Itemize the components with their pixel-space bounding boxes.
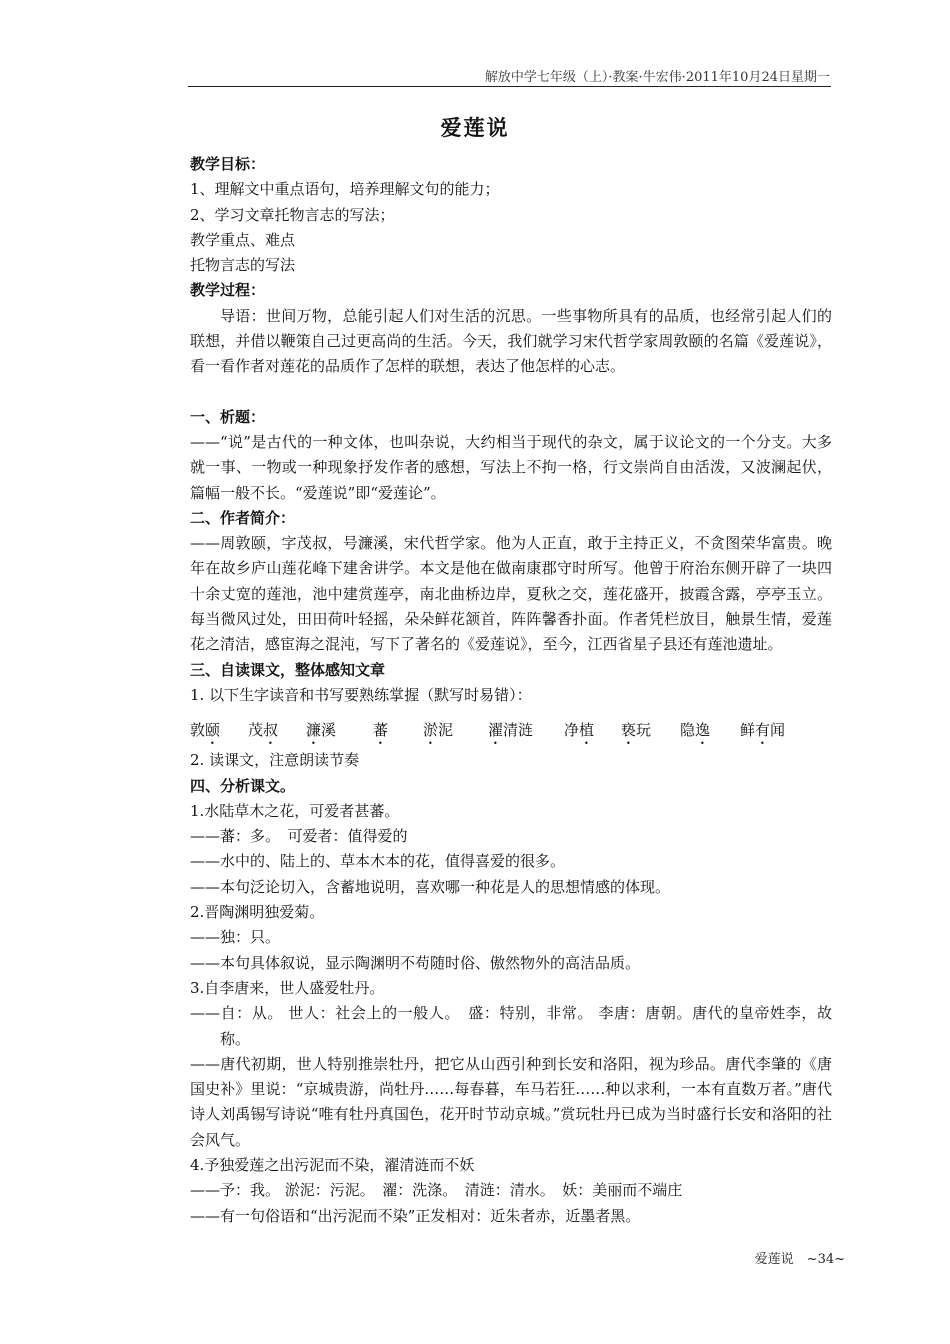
list-item: 1. 以下生字读音和书写要熟练掌握（默写时易错）：	[190, 685, 532, 704]
intro-paragraph: 导语：世间万物，总能引起人们对生活的沉思。一些事物所具有的品质，也经常引起人们的联想，并借以鞭策自己过更高尚的生活。今天，我们就学习宋代哲学家周敦颐的名篇《爱莲说》，看一看作者对莲花的品质作了怎样的联想，表达了他怎样的心志。	[190, 306, 832, 376]
vocab-dotted-char: 有	[755, 721, 771, 740]
analysis-question: 1.水陆草木之花，可爱者甚蕃。	[190, 801, 400, 820]
vocab-dotted-char: 逸	[695, 721, 711, 740]
vocab-word	[306, 718, 373, 748]
vocab-char: 清涟	[503, 721, 534, 740]
vocab-word	[564, 718, 621, 748]
vocab-char: 闻	[770, 721, 786, 740]
vocab-char: 溪	[321, 721, 337, 740]
spacer	[190, 380, 832, 405]
vocab-char: 净	[564, 721, 580, 740]
vocab-word	[488, 718, 564, 748]
objectives-heading: 教学目标：	[190, 155, 266, 173]
key-heading: 教学重点、难点	[190, 230, 296, 249]
vocab-dotted-char: 濯	[488, 721, 504, 740]
section-heading: 四、分析课文。	[190, 776, 296, 795]
vocab-char: 隐	[680, 721, 696, 740]
analysis-line: ——唐代初期，世人特别推崇牡丹，把它从山西引种到长安和洛阳，视为珍品。唐代李肇的《唐国史补》里说：“京城贵游，尚牡丹……每春暮，车马若狂……种以求利，一本有直数万者。”唐代诗人刘禹锡写诗说“唯有牡丹真国色，花开时节动京城。”赏玩牡丹已成为当时盛行长安和洛阳的社会风气。	[190, 1054, 832, 1149]
vocab-word	[740, 718, 800, 748]
page-header: 解放中学七年级（上）·教案·牛宏伟·2011年10月24日星期一	[484, 70, 830, 85]
vocab-dotted-char: 濂	[306, 721, 322, 740]
vocab-word	[621, 718, 680, 748]
list-item: 2. 读课文，注意朗读节奏	[190, 751, 360, 770]
vocab-dotted-char: 植	[579, 721, 595, 740]
vocab-dotted-char: 叔	[263, 721, 279, 740]
analysis-line: ——予：我。 淤泥：污泥。 濯：洗涤。 清涟：清水。 妖：美丽而不端庄	[190, 1181, 683, 1200]
section-heading: 二、作者简介：	[190, 508, 296, 527]
document-title: 爱莲说	[440, 115, 510, 140]
objective-item: 2、学习文章托物言志的写法；	[190, 205, 395, 224]
analysis-line: ——本句具体叙说，显示陶渊明不苟随时俗、傲然物外的高洁品质。	[190, 953, 641, 972]
vocab-list	[190, 718, 832, 748]
vocab-word	[248, 718, 306, 748]
section-heading: 三、自读课文，整体感知文章	[190, 660, 386, 679]
analysis-line: ——有一句俗语和“出污泥而不染”正发相对：近朱者赤，近墨者黑。	[190, 1206, 641, 1225]
page-footer: 爱莲说 ~34~	[754, 1252, 845, 1267]
vocab-dotted-char: 蕃	[373, 721, 389, 740]
section-text: ——“说”是古代的一种文体，也叫杂说，大约相当于现代的杂文，属于议论文的一个分支。大多就一事、一物或一种现象抒发作者的感想，写法上不拘一格，行文崇尚自由活泼，又波澜起伏，篇幅一般不长。“爱莲说”即“爱莲论”。	[190, 432, 832, 502]
key-text: 托物言志的写法	[190, 256, 296, 275]
objective-item: 1、理解文中重点语句，培养理解文句的能力；	[190, 180, 500, 199]
vocab-dotted-char: 亵	[621, 721, 637, 740]
analysis-line: ——独：只。	[190, 928, 281, 947]
vocab-word	[373, 718, 423, 748]
analysis-line: ——蕃：多。 可爱者：值得爱的	[190, 827, 408, 846]
vocab-word	[190, 718, 248, 748]
vocab-dotted-char: 颐	[205, 721, 221, 740]
analysis-question: 4.予独爱莲之出污泥而不染，濯清涟而不妖	[190, 1155, 475, 1174]
vocab-char: 玩	[636, 721, 652, 740]
analysis-question: 3.自李唐来，世人盛爱牡丹。	[190, 978, 385, 997]
vocab-char: 鲜	[740, 721, 756, 740]
header-rule	[188, 86, 831, 87]
analysis-line: ——水中的、陆上的、草本木本的花，值得喜爱的很多。	[190, 852, 566, 871]
vocab-char: 敦	[190, 721, 206, 740]
document-body	[190, 152, 832, 1229]
analysis-line: ——本句泛论切入，含蓄地说明，喜欢哪一种花是人的思想情感的体现。	[190, 877, 671, 896]
section-text: ——周敦颐，字茂叔，号濂溪，宋代哲学家。他为人正直，敢于主持正义，不贪图荣华富贵。晚年在故乡庐山莲花峰下建舍讲学。本文是他在做南康郡守时所写。他曾于府治东侧开辟了一块四十余丈宽的莲池，池中建赏莲亭，南北曲桥边岸，夏秋之交，莲花盛开，披霞含露，亭亭玉立。每当微风过处，田田荷叶轻摇，朵朵鲜花颔首，阵阵馨香扑面。作者凭栏放目，触景生情，爱莲花之清洁，感宦海之混沌，写下了著名的《爱莲说》，至今，江西省星子县还有莲池遗址。	[190, 534, 832, 654]
vocab-char: 泥	[438, 721, 454, 740]
vocab-dotted-char: 淤	[423, 721, 439, 740]
vocab-word	[680, 718, 740, 748]
analysis-line: ——自：从。 世人：社会上的一般人。 盛：特别，非常。 李唐：唐朝。唐代的皇帝姓李，故称。	[190, 1004, 832, 1048]
section-heading: 一、析题：	[190, 407, 266, 426]
vocab-char: 茂	[248, 721, 264, 740]
analysis-question: 2.晋陶渊明独爱菊。	[190, 903, 325, 922]
vocab-word	[423, 718, 488, 748]
process-heading: 教学过程：	[190, 281, 266, 300]
